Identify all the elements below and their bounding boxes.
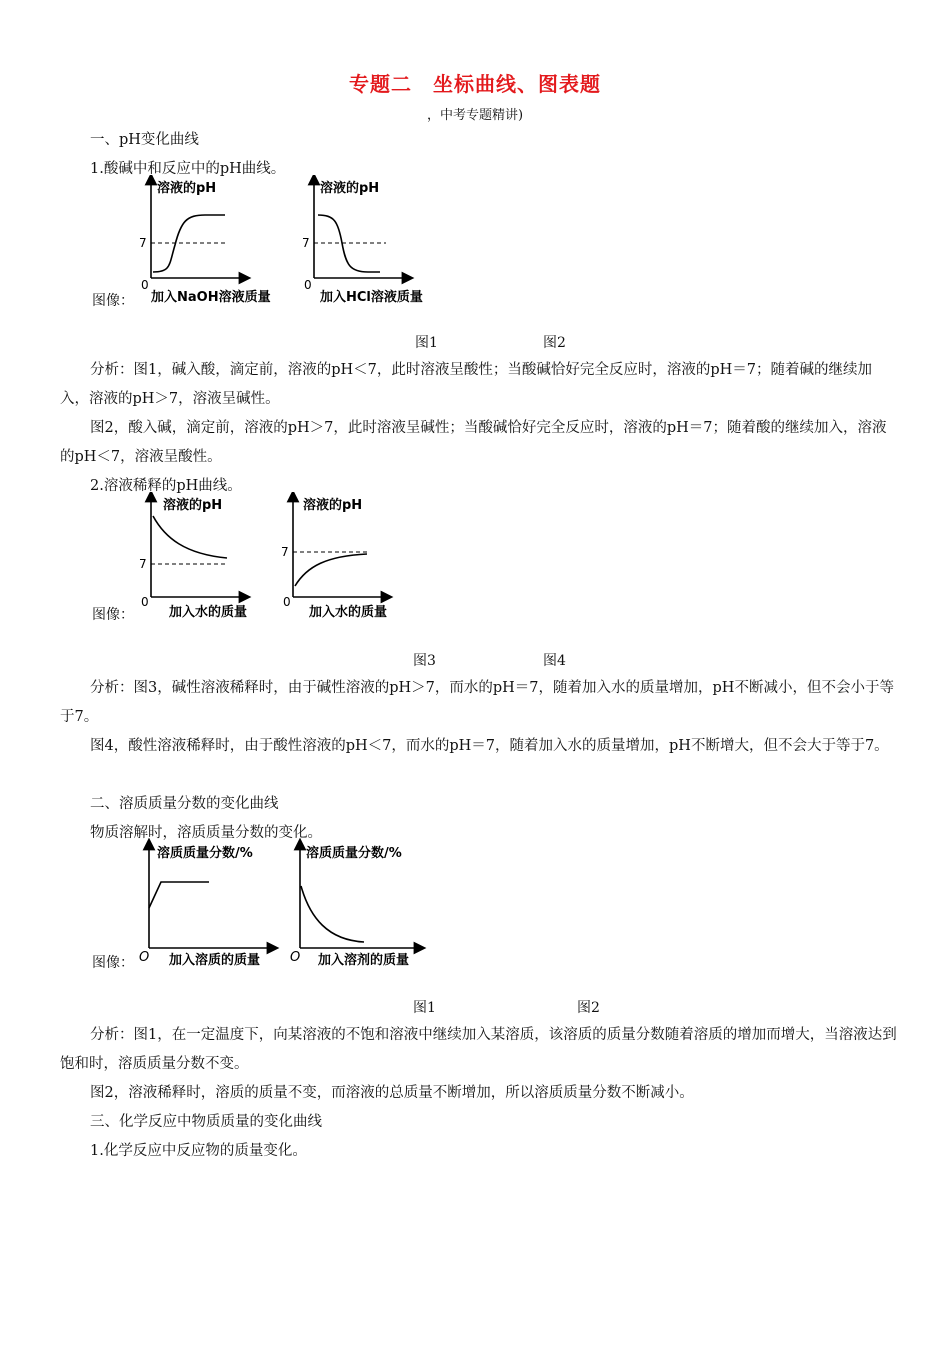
analysis2: 图2，酸入碱，滴定前，溶液的pH＞7，此时溶液呈碱性；当酸碱恰好完全反应时，溶液的pH＝7；随着酸的继续加入，溶液的pH＜7，溶液呈酸性。 <box>60 420 887 465</box>
s2-fig1-caption: 图1 <box>413 1000 436 1016</box>
fig2-ph-base-acid <box>298 175 458 310</box>
analysis1: 分析：图1，碱入酸，滴定前，溶液的pH＜7，此时溶液呈酸性；当酸碱恰好完全反应时，溶液的pH＝7；随着碱的继续加入，溶液的pH＞7，溶液呈碱性。 <box>60 362 873 407</box>
s2-fig1-ylabel: 溶质质量分数/% <box>157 846 253 861</box>
fig3-caption: 图3 <box>413 653 436 669</box>
fig2-xlabel: 加入HCl溶液质量 <box>320 290 423 305</box>
section1-item1: 1.酸碱中和反应中的pH曲线。 <box>90 161 286 177</box>
fig3-origin: 0 <box>141 595 149 609</box>
fig4-xlabel: 加入水的质量 <box>309 605 388 620</box>
fig3-ylabel: 溶液的pH <box>163 498 223 513</box>
fig4-ph-dilute-acid <box>277 492 437 627</box>
fig2-caption: 图2 <box>543 335 566 351</box>
fig4-ylabel: 溶液的pH <box>303 498 363 513</box>
s2-fig2-ylabel: 溶质质量分数/% <box>306 846 402 861</box>
fig2-origin: 0 <box>304 278 312 292</box>
s2-fig2-solute-fraction <box>288 838 448 973</box>
section3-item1: 1.化学反应中反应物的质量变化。 <box>90 1143 307 1159</box>
s2-fig1-origin: O <box>139 950 150 965</box>
section3-heading: 三、化学反应中物质质量的变化曲线 <box>90 1114 322 1130</box>
fig3-xlabel: 加入水的质量 <box>169 605 248 620</box>
s2-fig2-xlabel: 加入溶剂的质量 <box>318 953 410 968</box>
fig2-seven: 7 <box>302 236 310 250</box>
s2-fig2-caption: 图2 <box>577 1000 600 1016</box>
s2-fig1-solute-fraction <box>135 838 295 973</box>
s2-fig1-xlabel: 加入溶质的质量 <box>169 953 261 968</box>
image-label-2: 图像： <box>92 607 134 623</box>
section2-heading: 二、溶质质量分数的变化曲线 <box>90 796 279 812</box>
s2-fig2-curve <box>301 886 364 942</box>
image-label-3: 图像： <box>92 955 134 971</box>
s2-fig1-curve <box>149 882 209 908</box>
fig3-ph-dilute-base <box>135 492 295 627</box>
analysis4: 图4，酸性溶液稀释时，由于酸性溶液的pH＜7，而水的pH＝7，随着加入水的质量增加，pH不断增大，但不会大于等于7。 <box>90 738 889 754</box>
image-label: 图像： <box>92 293 134 309</box>
fig1-ph-acid-base <box>135 175 295 310</box>
fig1-caption: 图1 <box>415 335 438 351</box>
fig4-origin: 0 <box>283 595 291 609</box>
s2-fig2-origin: O <box>290 950 301 965</box>
fig4-seven: 7 <box>281 545 289 559</box>
fig2-ylabel: 溶液的pH <box>320 181 380 196</box>
section2-intro: 物质溶解时，溶质质量分数的变化。 <box>90 825 322 841</box>
fig4-caption: 图4 <box>543 653 566 669</box>
fig3-seven: 7 <box>139 557 147 571</box>
section1-item2: 2.溶液稀释的pH曲线。 <box>90 478 242 494</box>
s2-analysis1: 分析：图1，在一定温度下，向某溶液的不饱和溶液中继续加入某溶质，该溶质的质量分数随着溶质的增加而增大，当溶液达到饱和时，溶质质量分数不变。 <box>60 1027 897 1072</box>
analysis3: 分析：图3，碱性溶液稀释时，由于碱性溶液的pH＞7，而水的pH＝7，随着加入水的质量增加，pH不断减小，但不会小于等于7。 <box>60 680 894 725</box>
page-title: 专题二 坐标曲线、图表题 <box>349 72 601 96</box>
fig1-ylabel: 溶液的pH <box>157 181 217 196</box>
fig1-xlabel: 加入NaOH溶液质量 <box>151 290 271 305</box>
fig3-curve <box>153 516 227 558</box>
section1-heading: 一、pH变化曲线 <box>90 132 199 148</box>
page-subtitle: ，中考专题精讲) <box>426 108 524 123</box>
fig1-origin: 0 <box>141 278 149 292</box>
fig1-seven: 7 <box>139 236 147 250</box>
fig4-curve <box>295 554 367 586</box>
s2-analysis2: 图2，溶液稀释时，溶质的质量不变，而溶液的总质量不断增加，所以溶质质量分数不断减小。 <box>90 1085 694 1101</box>
